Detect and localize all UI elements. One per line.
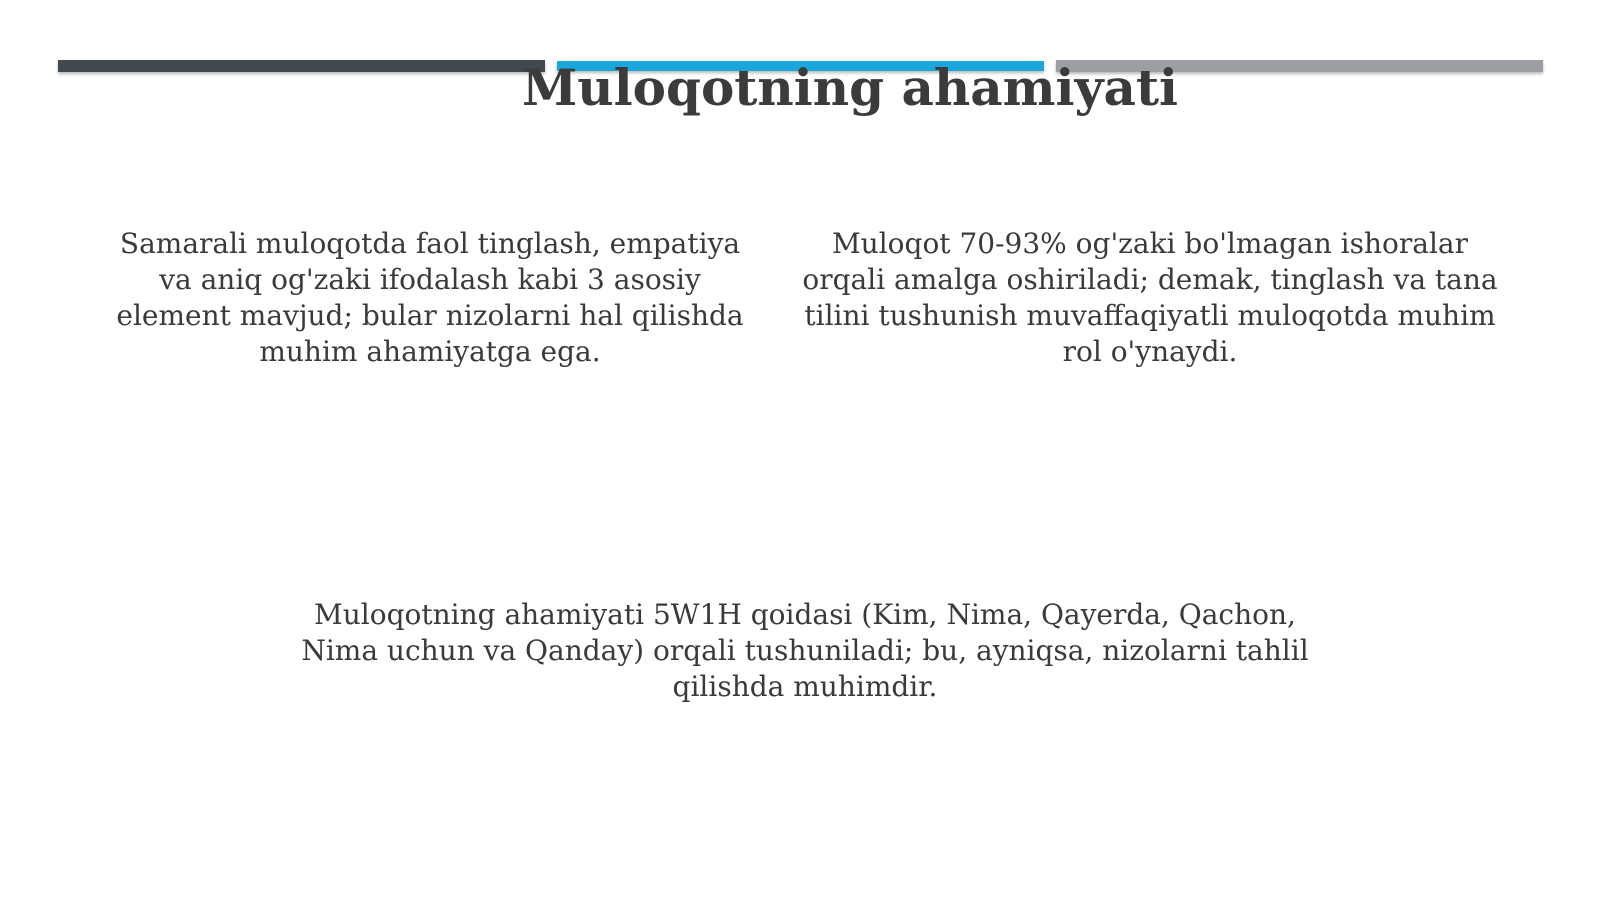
text-block-right: Muloqot 70-93% og'zaki bo'lmagan ishoralar orqali amalga oshiriladi; demak, tinglash va tana tilini tushunish muvaffaqiyatli muloqotda muhim rol o'ynaydi.	[802, 227, 1498, 368]
text-block-bottom: Muloqotning ahamiyati 5W1H qoidasi (Kim, Nima, Qayerda, Qachon, Nima uchun va Qanday) orqali tushuniladi; bu, ayniqsa, nizolarni tahlil qilishda muhimdir.	[301, 598, 1309, 703]
slide-title: Muloqotning ahamiyati	[521, 58, 1179, 117]
text-block-left: Samarali muloqotda faol tinglash, empatiya va aniq og'zaki ifodalash kabi 3 asosiy element mavjud; bular nizolarni hal qilishda muhim ahamiyatga ega.	[116, 227, 744, 368]
